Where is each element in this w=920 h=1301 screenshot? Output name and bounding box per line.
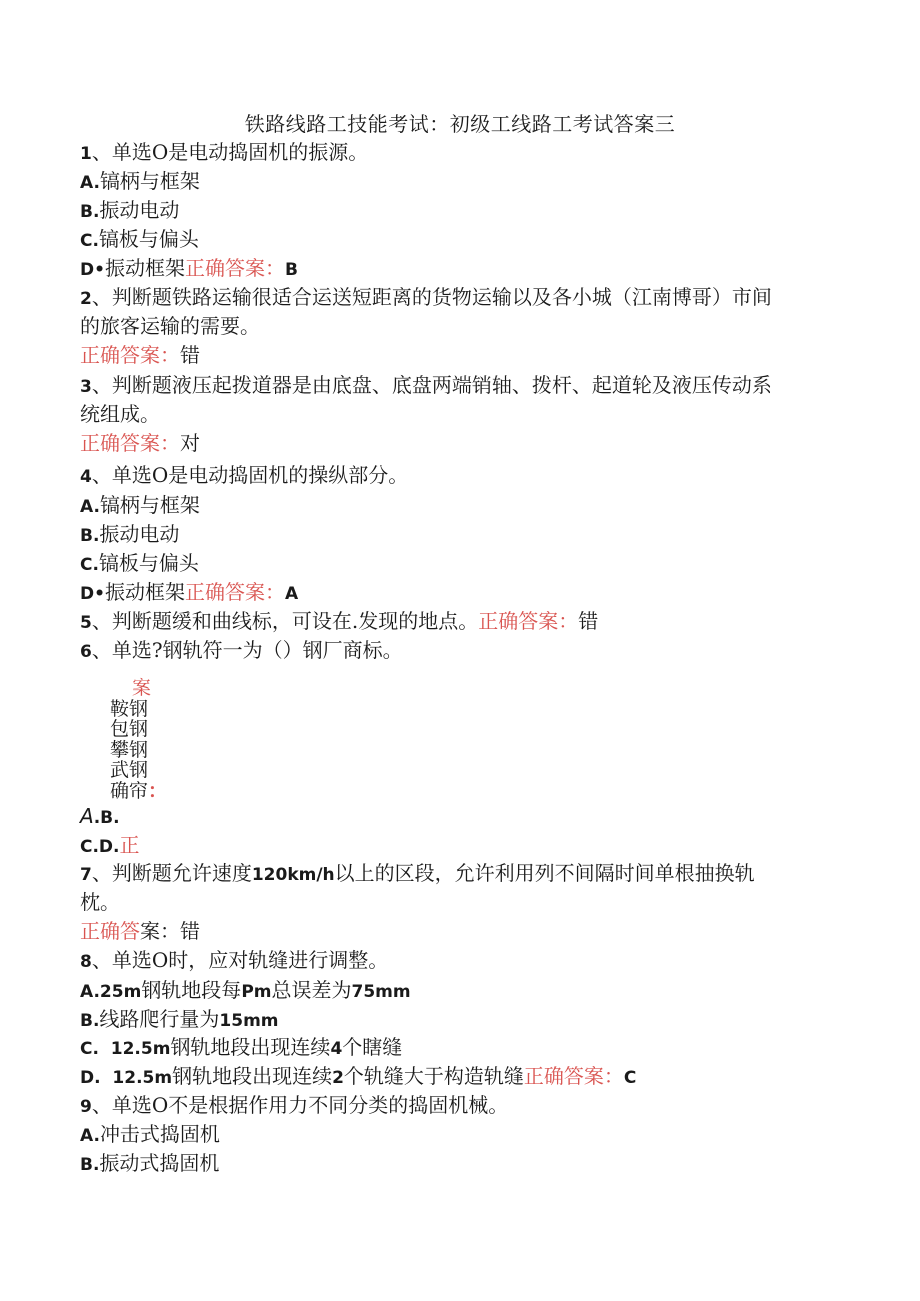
q2-answer: 正确答案：错 bbox=[80, 343, 200, 367]
question-1 bbox=[80, 138, 368, 168]
q8-option-c: C. 12.5m钢轨地段出现连续4个瞎缝 bbox=[80, 1035, 403, 1059]
question-8: 8、单选O时，应对轨缝进行调整。 bbox=[80, 948, 389, 972]
q6-row-cd: C.D.正 bbox=[80, 833, 140, 857]
question-4: 4、单选O是电动捣固机的操纵部分。 bbox=[80, 463, 409, 487]
q4-option-c: C.镐板与偏头 bbox=[80, 551, 199, 575]
question-text: 、单选O是电动捣固机的振源。 bbox=[91, 140, 369, 164]
q1-option-a: A.镐柄与框架 bbox=[80, 169, 200, 193]
q4-option-d: D•振动框架正确答案：A bbox=[80, 580, 299, 604]
question-2: 2、判断题铁路运输很适合运送短距离的货物运输以及各小城（江南博哥）市间 bbox=[80, 285, 772, 309]
q1-option-c: C.镐板与偏头 bbox=[80, 227, 199, 251]
question-7-cont: 枕。 bbox=[80, 890, 120, 914]
q4-option-a: A.镐柄与框架 bbox=[80, 493, 200, 517]
document-title: 铁路线路工技能考试：初级工线路工考试答案三 bbox=[244, 112, 676, 136]
question-3: 3、判断题液压起拨道器是由底盘、底盘两端销轴、拨杆、起道轮及液压传动系 bbox=[80, 373, 772, 397]
q9-option-a: A.冲击式捣固机 bbox=[80, 1122, 220, 1146]
q3-answer: 正确答案：对 bbox=[80, 431, 200, 455]
q7-answer: 正确答案：错 bbox=[80, 919, 200, 943]
answer-label: 正确答案： bbox=[184, 256, 285, 280]
q8-option-b: B.线路爬行量为15mm bbox=[80, 1007, 279, 1031]
q1-option-d: D•振动框架正确答案：B bbox=[80, 256, 298, 280]
q6-option-stack: 案 鞍钢 包钢 攀钢 武钢 确帘： bbox=[110, 677, 168, 802]
question-3-cont: 统组成。 bbox=[80, 402, 160, 426]
q8-option-d: D. 12.5m钢轨地段出现连续2个轨缝大于构造轨缝正确答案：C bbox=[80, 1064, 637, 1088]
q4-option-b: B.振动电动 bbox=[80, 522, 180, 546]
question-number: 1 bbox=[80, 144, 92, 164]
answer-value: B bbox=[284, 260, 298, 280]
q8-option-a: A.25m钢轨地段每Pm总误差为75mm bbox=[80, 978, 411, 1002]
question-9: 9、单选O不是根据作用力不同分类的捣固机械。 bbox=[80, 1093, 509, 1117]
question-7: 7、判断题允许速度120km/h以上的区段，允许利用列不间隔时间单根抽换轨 bbox=[80, 861, 755, 885]
q9-option-b: B.振动式捣固机 bbox=[80, 1151, 220, 1175]
question-5: 5、判断题缓和曲线标，可设在.发现的地点。正确答案：错 bbox=[80, 609, 599, 633]
q1-option-b: B.振动电动 bbox=[80, 198, 180, 222]
q6-row-ab: A.B. bbox=[80, 804, 120, 828]
question-2-cont: 的旅客运输的需要。 bbox=[80, 314, 260, 338]
question-6: 6、单选?钢轨符一为（）钢厂商标。 bbox=[80, 638, 403, 662]
